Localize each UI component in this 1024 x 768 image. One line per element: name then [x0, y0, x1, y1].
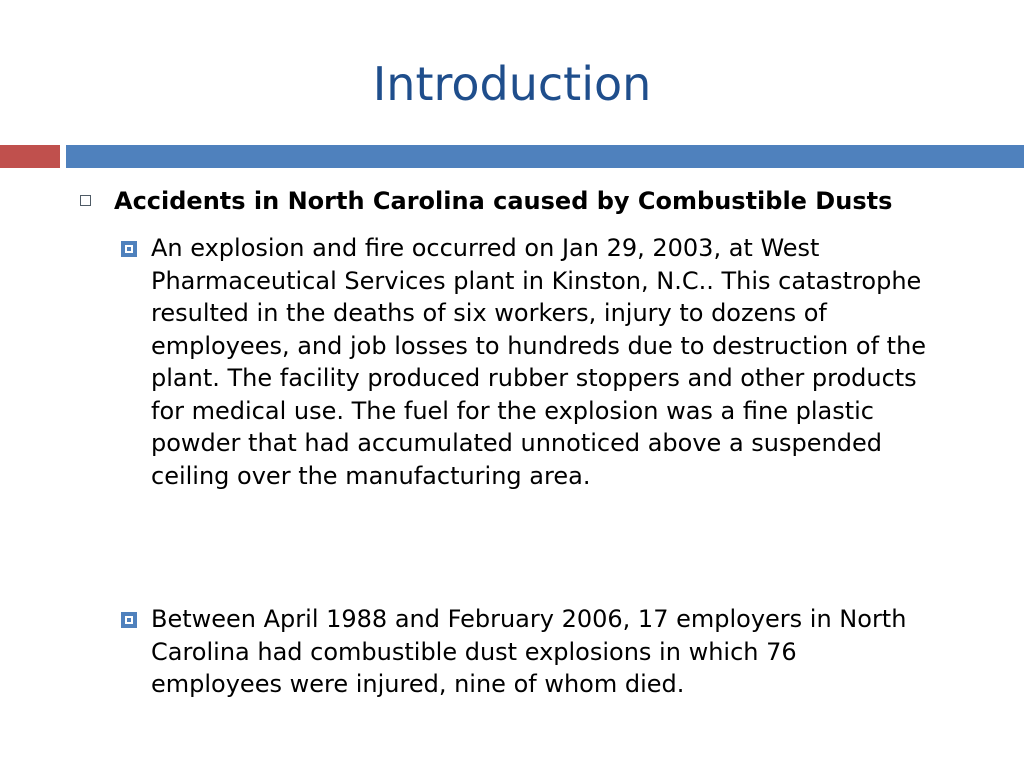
- hollow-square-bullet-icon: [80, 195, 91, 206]
- bullet-item-1: An explosion and fire occurred on Jan 29, 2003, at West Pharmaceutical Services plant in Kinston, N.C.. This catastrophe resulted in the deaths of six workers, injury to dozens of employees, and job losses to hundreds due to destruction of the plant. The facility produced rubber stoppers and other products for medical use. The fuel for the explosion was a fine plastic powder that had accumulated unnoticed above a suspended ceiling over the manufacturing area.: [151, 234, 927, 490]
- square-bullet-icon: [121, 241, 137, 257]
- bullet-item-2: Between April 1988 and February 2006, 17 employers in North Carolina had combustible dust explosions in which 76 employees were injured, nine of whom died.: [151, 605, 907, 698]
- square-bullet-icon: [121, 612, 137, 628]
- slide-title: Introduction: [372, 57, 652, 111]
- bullet-heading: Accidents in North Carolina caused by Combustible Dusts: [114, 187, 893, 215]
